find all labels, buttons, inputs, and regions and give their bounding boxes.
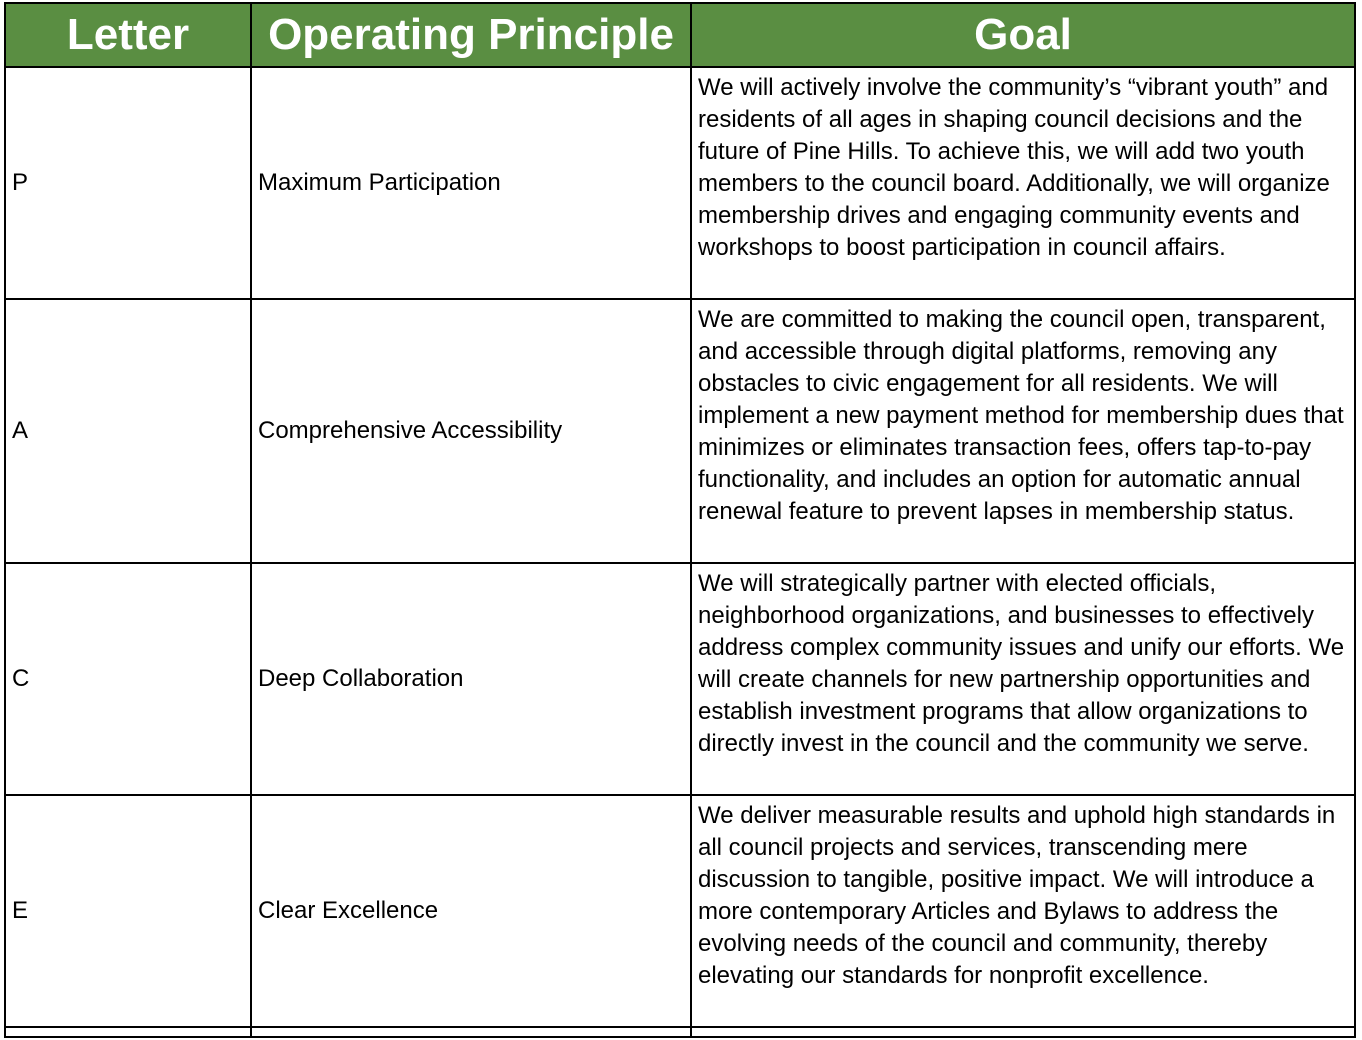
table-row [5,563,1355,795]
empty-cell [5,1027,251,1037]
empty-cell [691,1027,1355,1037]
principle-cell: Comprehensive Accessibility [251,299,691,563]
empty-cell [251,1027,691,1037]
table-row [5,795,1355,1027]
principle-cell: Maximum Participation [251,67,691,299]
goal-cell: We deliver measurable results and uphold high standards in all council projects and services, transcending mere discussion to tangible, positive impact. We will introduce a more contemporary Articles and Bylaws to address the evolving needs of the council and community, thereby elevating our standards for nonprofit excellence. [691,795,1355,1027]
table-row [5,67,1355,299]
header-operating-principle: Operating Principle [251,3,691,67]
table-row-partial [5,1027,1355,1037]
principle-cell: Clear Excellence [251,795,691,1027]
letter-cell: A [5,299,251,563]
header-letter: Letter [5,3,251,67]
letter-cell: C [5,563,251,795]
header-goal: Goal [691,3,1355,67]
letter-cell: E [5,795,251,1027]
goal-cell: We are committed to making the council open, transparent, and accessible through digital platforms, removing any obstacles to civic engagement for all residents. We will implement a new payment method for membership dues that minimizes or eliminates transaction fees, offers tap-to-pay functionality, and includes an option for automatic annual renewal feature to prevent lapses in membership status. [691,299,1355,563]
goal-cell: We will actively involve the community’s “vibrant youth” and residents of all ages in shaping council decisions and the future of Pine Hills. To achieve this, we will add two youth members to the council board. Additionally, we will organize membership drives and engaging community events and workshops to boost participation in council affairs. [691,67,1355,299]
header-row [5,3,1355,67]
principles-table [4,2,1356,1038]
goal-cell: We will strategically partner with elected officials, neighborhood organizations, and businesses to effectively address complex community issues and unify our efforts. We will create channels for new partnership opportunities and establish investment programs that allow organizations to directly invest in the council and the community we serve. [691,563,1355,795]
letter-cell: P [5,67,251,299]
table-row [5,299,1355,563]
principle-cell: Deep Collaboration [251,563,691,795]
